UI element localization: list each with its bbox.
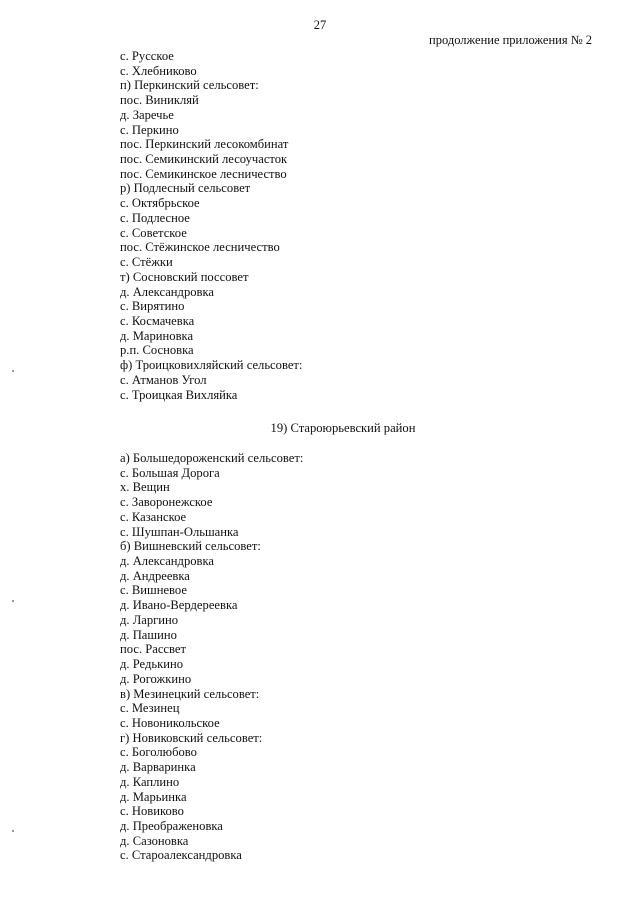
list-item: д. Андреевка [120,568,190,583]
list-item: д. Ивано-Вердереевка [120,598,238,613]
list-item: с. Большая Дорога [120,465,220,480]
list-item: с. Перкино [120,122,179,137]
list-item: д. Преображеновка [120,818,223,833]
list-item: пос. Стёжинское лесничество [120,240,280,255]
settlement-list-part-1 [120,49,302,402]
list-item: с. Стёжки [120,255,173,270]
list-item: в) Мезинецкий сельсовет: [120,686,260,701]
list-item: т) Сосновский поссовет [120,269,249,284]
list-item: б) Вишневский сельсовет: [120,539,261,554]
continuation-note: продолжение приложения № 2 [429,33,592,47]
list-item: с. Вишневое [120,583,187,598]
list-item: с. Космачевка [120,313,195,328]
list-item: р) Подлесный сельсовет [120,181,251,196]
list-item: г) Новиковский сельсовет: [120,730,263,745]
list-item: д. Варваринка [120,760,196,775]
list-item: с. Новиково [120,804,184,819]
list-item: д. Сазоновка [120,833,189,848]
scan-artifact-mark [12,370,14,372]
list-item: д. Пашино [120,627,177,642]
list-item: с. Подлесное [120,210,190,225]
list-item: с. Боголюбово [120,745,197,760]
list-item: пос. Семикинское лесничество [120,166,287,181]
list-item: д. Рогожкино [120,671,192,686]
list-item: с. Казанское [120,509,187,524]
list-item: д. Заречье [120,107,174,122]
list-item: пос. Перкинский лесокомбинат [120,137,289,152]
list-item: с. Хлебниково [120,63,197,78]
list-item: с. Новоникольское [120,715,220,730]
list-item: пос. Рассвет [120,642,186,657]
list-item: с. Староалександровка [120,848,242,863]
list-item: с. Мезинец [120,701,180,716]
list-item: с. Октябрьское [120,196,200,211]
list-item: х. Вещин [120,480,170,495]
list-item: с. Шушпан-Ольшанка [120,524,239,539]
list-item: с. Советское [120,225,187,240]
page-number: 27 [313,18,327,32]
list-item: с. Заворонежское [120,495,213,510]
settlement-list-part-2 [120,451,303,863]
list-item: д. Александровка [120,284,215,299]
scan-artifact-mark [12,830,14,832]
list-item: п) Перкинский сельсовет: [120,78,259,93]
list-item: пос. Семикинский лесоучасток [120,152,288,167]
list-item: д. Мариновка [120,328,194,343]
list-item: ф) Троицковихляйский сельсовет: [120,358,303,373]
list-item: с. Русское [120,49,174,63]
list-item: д. Марьинка [120,789,187,804]
list-item: д. Редькино [120,657,184,672]
section-heading: 19) Староюрьевский район [270,421,416,435]
list-item: с. Троицкая Вихляйка [120,387,238,402]
list-item: а) Большедороженский сельсовет: [120,451,304,465]
list-item: д. Каплино [120,774,180,789]
list-item: р.п. Сосновка [120,343,194,358]
list-item: д. Александровка [120,554,215,569]
list-item: с. Атманов Угол [120,372,207,387]
list-item: пос. Виникляй [120,93,199,108]
scan-artifact-mark [12,600,14,602]
list-item: с. Вирятино [120,299,185,314]
list-item: д. Ларгино [120,612,179,627]
